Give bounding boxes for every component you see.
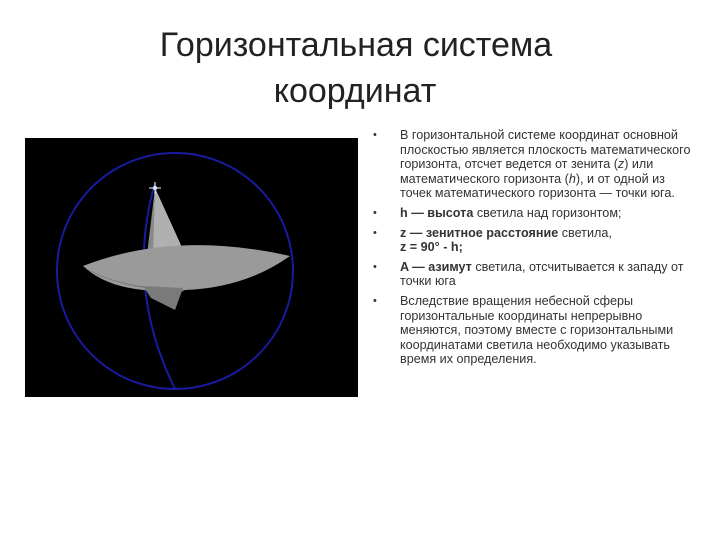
zenith-distance-definition: светила, — [558, 225, 612, 240]
horizon-plane — [83, 245, 290, 291]
zenith-variable: z — [617, 157, 625, 172]
list-item — [373, 128, 693, 201]
list-item — [373, 260, 693, 289]
item1-text-part2: ) или математического горизонта ( — [400, 157, 654, 186]
list-item — [373, 226, 693, 255]
azimuth-definition: светила, отсчитывается к западу от точки юга — [400, 259, 684, 289]
title-line-1: Горизонтальная система — [159, 26, 553, 64]
zenith-distance-term: z — зенитное расстояние — [400, 225, 559, 240]
altitude-definition: светила над горизонтом; — [473, 205, 622, 220]
star-icon — [149, 182, 161, 194]
item1-text-part3: ), и от одной из точек математического горизонта — точки юга. — [400, 171, 675, 201]
horizontal-coordinates-figure — [25, 138, 358, 397]
bullet-marker: • — [373, 226, 377, 239]
bullet-marker: • — [373, 206, 377, 219]
bullet-marker: • — [373, 260, 377, 273]
list-item — [373, 294, 693, 367]
title-line-2: координат — [273, 72, 437, 110]
bullet-marker: • — [373, 129, 377, 141]
celestial-sphere-diagram — [25, 138, 358, 397]
rotation-note: Вследствие вращения небесной сферы горизонтальные координаты непрерывно меняются, поэтому вместе с горизонтальными координатами светила необходимо указывать время их определения. — [400, 293, 674, 367]
slide-title — [0, 22, 720, 114]
list-item — [373, 206, 693, 221]
bullet-list — [373, 128, 693, 372]
item1-text-part1: В горизонтальной системе координат основной плоскостью является плоскость математического горизонта, отсчет ведется от зенита ( — [400, 128, 691, 172]
azimuth-term: A — азимут — [400, 259, 472, 274]
zenith-distance-formula: z = 90° - h; — [400, 240, 463, 255]
altitude-term: h — высота — [400, 205, 474, 220]
altitude-variable: h — [568, 171, 576, 186]
vertical-plane-lower — [143, 286, 183, 310]
bullet-marker: • — [373, 294, 377, 307]
